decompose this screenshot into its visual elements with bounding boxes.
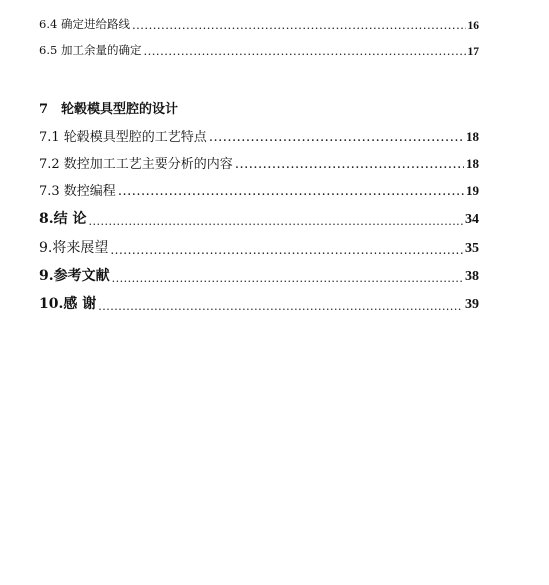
toc-page-number: 35 xyxy=(465,241,479,256)
toc-page-number: 18 xyxy=(466,129,479,144)
toc-page-number: 18 xyxy=(466,156,479,171)
toc-entry-7-2 xyxy=(39,153,479,172)
toc-page-number: 38 xyxy=(465,269,479,284)
toc-label: 9.将来展望 xyxy=(39,240,109,256)
toc-entry-9-outlook xyxy=(39,237,479,257)
leader-dots xyxy=(143,44,465,58)
toc-label: 7.2 数控加工工艺主要分析的内容 xyxy=(39,157,233,172)
toc-entry-10 xyxy=(39,293,479,313)
toc-page-number: 34 xyxy=(465,212,479,227)
leader-dots xyxy=(98,300,463,313)
toc-label: 10.感 谢 xyxy=(39,296,97,312)
toc-label: 8.结 论 xyxy=(39,211,87,227)
chapter-title: 轮毂模具型腔的设计 xyxy=(61,102,179,117)
leader-dots xyxy=(112,272,463,285)
leader-dots xyxy=(132,18,466,32)
toc-entry-6-5 xyxy=(39,42,479,58)
toc-label: 6.4 确定进给路线 xyxy=(39,17,130,31)
leader-dots xyxy=(209,130,464,145)
chapter-number: 7 xyxy=(39,102,49,117)
chapter-7-heading xyxy=(39,98,178,117)
toc-page-number: 17 xyxy=(467,46,479,58)
toc-entry-6-4 xyxy=(39,16,479,32)
leader-dots xyxy=(118,184,464,199)
toc-label: 7.1 轮毂模具型腔的工艺特点 xyxy=(39,130,207,145)
leader-dots xyxy=(235,157,464,172)
toc-page-number: 19 xyxy=(466,183,479,198)
toc-label: 7.3 数控编程 xyxy=(39,184,116,199)
toc-label: 6.5 加工余量的确定 xyxy=(39,43,142,57)
toc-entry-9-references xyxy=(39,265,479,285)
leader-dots xyxy=(110,243,463,257)
toc-entry-7-1 xyxy=(39,126,479,145)
toc-label: 9.参考文献 xyxy=(39,268,110,284)
toc-page-number: 39 xyxy=(465,297,479,312)
leader-dots xyxy=(89,215,464,228)
toc-page-number: 16 xyxy=(467,20,479,32)
toc-entry-8 xyxy=(39,208,479,228)
toc-entry-7-3 xyxy=(39,180,479,199)
